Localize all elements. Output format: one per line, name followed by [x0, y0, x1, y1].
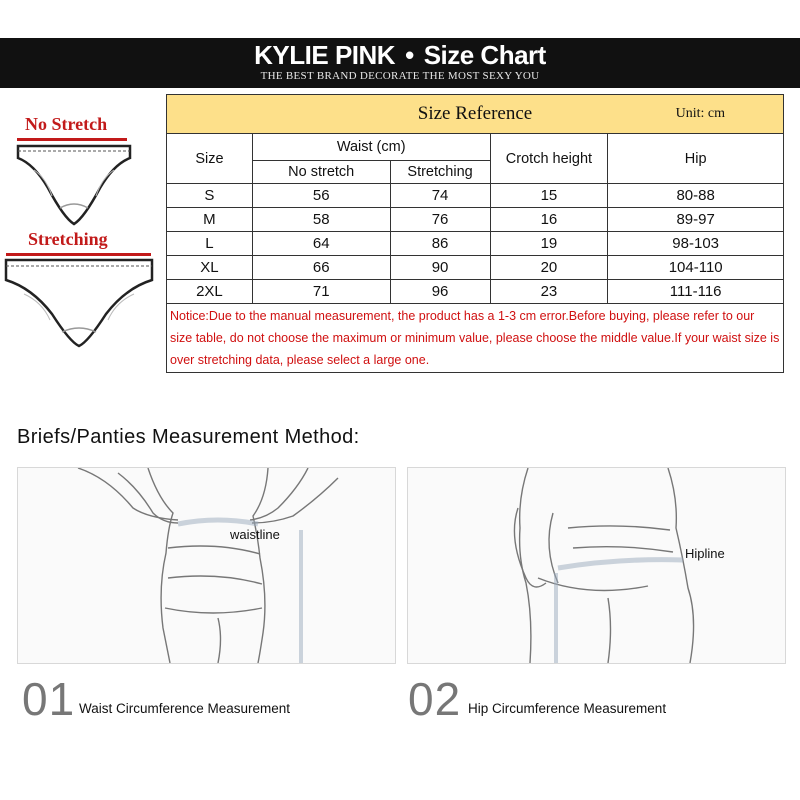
hip-cell: 98-103: [608, 232, 784, 256]
crotch-height-cell: 19: [490, 232, 608, 256]
hip-caption: Hip Circumference Measurement: [468, 701, 667, 716]
size-notice: Notice:Due to the manual measurement, the product has a 1-3 cm error.Before buying, please refer to our size table, do not choose the maximum or minimum value, please choose the middle value.If your waist size is over stretching data, please select a large one.: [167, 304, 784, 373]
waist-stretching-cell: 74: [390, 184, 490, 208]
size-cell: L: [167, 232, 253, 256]
size-cell: S: [167, 184, 253, 208]
table-row: [167, 280, 784, 304]
notice-row: [167, 304, 784, 373]
size-cell: XL: [167, 256, 253, 280]
crotch-height-cell: 15: [490, 184, 608, 208]
crotch-height-cell: 23: [490, 280, 608, 304]
brand-tagline: THE BEST BRAND DECORATE THE MOST SEXY YOU: [260, 70, 540, 82]
size-cell: M: [167, 208, 253, 232]
table-row: [167, 256, 784, 280]
waist-stretching-cell: 86: [390, 232, 490, 256]
waist-measurement-illustration: [17, 467, 396, 664]
hip-cell: 104-110: [608, 256, 784, 280]
brand-name: KYLIE PINK: [254, 40, 396, 70]
measurement-method-title: Briefs/Panties Measurement Method:: [17, 426, 360, 448]
table-row: [167, 232, 784, 256]
crotch-height-cell: 20: [490, 256, 608, 280]
size-reference-table: [166, 94, 784, 373]
header-hip: Hip: [608, 134, 784, 184]
hip-measurement-illustration: [407, 467, 786, 664]
waist-stretching-cell: 96: [390, 280, 490, 304]
header-row: [167, 134, 784, 161]
header-waist: Waist (cm): [252, 134, 490, 161]
table-title-row: [167, 95, 784, 134]
header-size: Size: [167, 134, 253, 184]
crotch-height-cell: 16: [490, 208, 608, 232]
header-no-stretch: No stretch: [252, 161, 390, 184]
unit-label: Unit: cm: [675, 106, 725, 121]
title-separator: •: [405, 40, 414, 70]
table-title: Size Reference: [417, 103, 533, 124]
waist-caption: Waist Circumference Measurement: [79, 701, 291, 716]
waistline-label: waistline: [230, 527, 280, 542]
header-stretching: Stretching: [390, 161, 490, 184]
hip-cell: 89-97: [608, 208, 784, 232]
panty-stretching-icon: [2, 254, 156, 354]
header-banner: [0, 38, 800, 88]
table-row: [167, 208, 784, 232]
no-stretch-label: No Stretch: [25, 114, 108, 134]
waist-figure-icon: [18, 468, 395, 663]
step-number-01: 01: [22, 673, 76, 725]
hip-figure-icon: [408, 468, 785, 663]
table-row: [167, 184, 784, 208]
hip-cell: 80-88: [608, 184, 784, 208]
panty-no-stretch-icon: [14, 140, 134, 230]
hip-cell: 111-116: [608, 280, 784, 304]
waist-stretching-cell: 76: [390, 208, 490, 232]
size-cell: 2XL: [167, 280, 253, 304]
chart-title: Size Chart: [423, 40, 546, 70]
waist-stretching-cell: 90: [390, 256, 490, 280]
stretching-label: Stretching: [28, 229, 108, 249]
waist-no-stretch-cell: 56: [252, 184, 390, 208]
hipline-label: Hipline: [685, 546, 725, 561]
step-number-02: 02: [408, 673, 462, 725]
banner-title: [0, 40, 800, 71]
waist-no-stretch-cell: 66: [252, 256, 390, 280]
waist-no-stretch-cell: 64: [252, 232, 390, 256]
waist-no-stretch-cell: 58: [252, 208, 390, 232]
waist-no-stretch-cell: 71: [252, 280, 390, 304]
header-crotch-height: Crotch height: [490, 134, 608, 184]
